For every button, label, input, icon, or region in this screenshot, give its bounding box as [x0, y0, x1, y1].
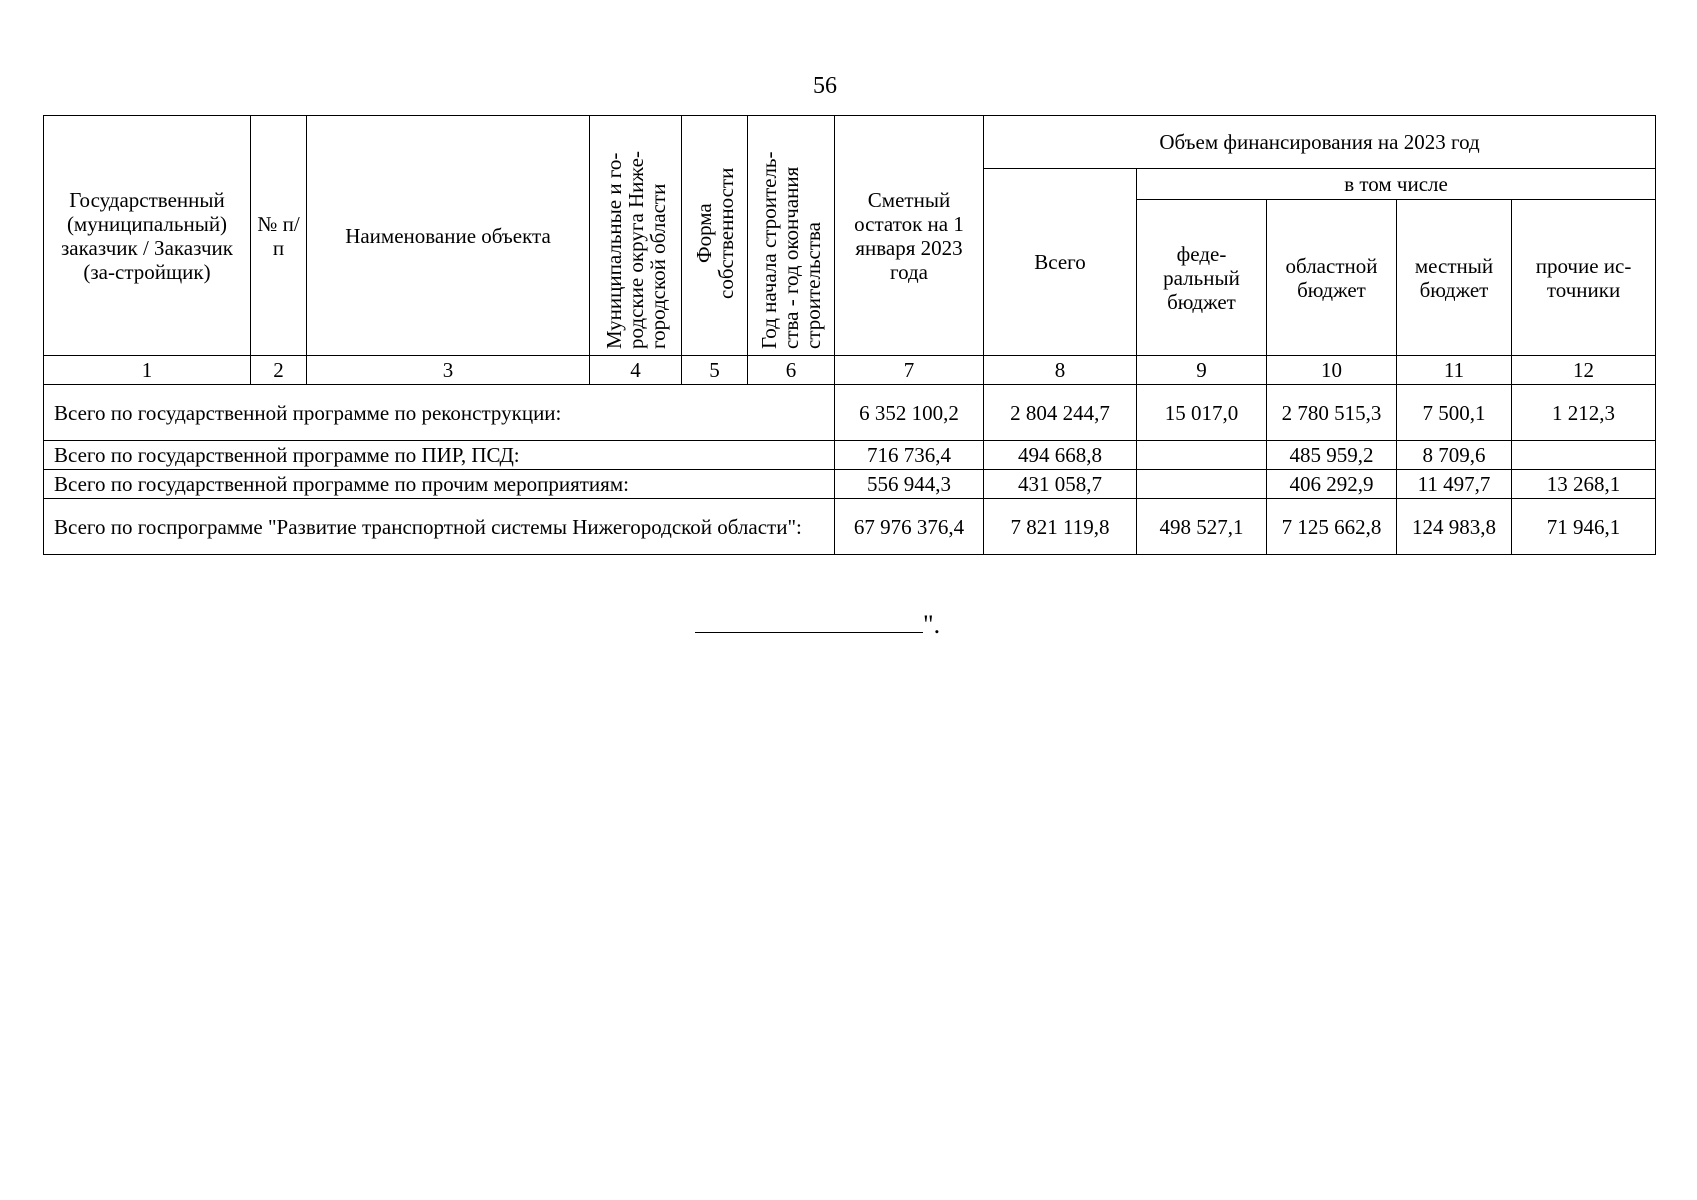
header-years-line2: ства - год окончания	[779, 166, 803, 349]
cell-local: 11 497,7	[1397, 470, 1512, 499]
header-years-line1: Год начала строитель-	[757, 151, 781, 349]
cell-federal: 498 527,1	[1137, 499, 1267, 555]
cell-estimate: 556 944,3	[835, 470, 984, 499]
cell-local: 8 709,6	[1397, 441, 1512, 470]
row-label: Всего по государственной программе по реконструкции:	[44, 385, 835, 441]
header-row-top	[44, 116, 1656, 169]
header-estimate: Сметный остаток на 1 января 2023 года	[835, 116, 984, 356]
column-number: 7	[835, 356, 984, 385]
column-number: 6	[748, 356, 835, 385]
closing-mark	[695, 610, 940, 640]
cell-regional: 485 959,2	[1267, 441, 1397, 470]
header-years	[748, 116, 835, 356]
header-ownership-line1: Форма	[691, 203, 716, 263]
header-years-line3: строительства	[801, 221, 825, 349]
closing-line	[695, 610, 923, 633]
cell-local: 7 500,1	[1397, 385, 1512, 441]
cell-other: 13 268,1	[1512, 470, 1656, 499]
header-municipality-line1: Муниципальные и го-	[601, 152, 626, 349]
table-row	[44, 470, 1656, 499]
closing-quote: ".	[923, 610, 941, 639]
header-local: местный бюджет	[1397, 200, 1512, 356]
cell-other	[1512, 441, 1656, 470]
cell-estimate: 67 976 376,4	[835, 499, 984, 555]
header-ownership	[682, 116, 748, 356]
cell-local: 124 983,8	[1397, 499, 1512, 555]
header-funding-title: Объем финансирования на 2023 год	[984, 116, 1656, 169]
table-row	[44, 385, 1656, 441]
header-number: № п/п	[251, 116, 307, 356]
cell-total: 7 821 119,8	[984, 499, 1137, 555]
header-object-name: Наименование объекта	[307, 116, 590, 356]
cell-total: 2 804 244,7	[984, 385, 1137, 441]
column-number-row	[44, 356, 1656, 385]
cell-other: 1 212,3	[1512, 385, 1656, 441]
table-row	[44, 441, 1656, 470]
column-number: 12	[1512, 356, 1656, 385]
cell-total: 494 668,8	[984, 441, 1137, 470]
column-number: 10	[1267, 356, 1397, 385]
header-municipality	[590, 116, 682, 356]
cell-regional: 406 292,9	[1267, 470, 1397, 499]
header-customer: Государственный (муниципальный) заказчик / Заказчик (за-стройщик)	[44, 116, 251, 356]
cell-regional: 2 780 515,3	[1267, 385, 1397, 441]
table-row	[44, 499, 1656, 555]
header-ownership-line2: собственности	[713, 167, 738, 299]
column-number: 4	[590, 356, 682, 385]
column-number: 8	[984, 356, 1137, 385]
cell-estimate: 716 736,4	[835, 441, 984, 470]
row-label: Всего по государственной программе по прочим мероприятиям:	[44, 470, 835, 499]
header-municipality-line2: родские округа Ниже-	[623, 151, 648, 349]
cell-federal: 15 017,0	[1137, 385, 1267, 441]
column-number: 1	[44, 356, 251, 385]
header-federal: феде-ральный бюджет	[1137, 200, 1267, 356]
header-other: прочие ис-точники	[1512, 200, 1656, 356]
column-number: 11	[1397, 356, 1512, 385]
cell-regional: 7 125 662,8	[1267, 499, 1397, 555]
header-total: Всего	[984, 169, 1137, 356]
column-number: 5	[682, 356, 748, 385]
cell-total: 431 058,7	[984, 470, 1137, 499]
row-label: Всего по госпрограмме "Развитие транспортной системы Нижегородской области":	[44, 499, 835, 555]
column-number: 2	[251, 356, 307, 385]
cell-estimate: 6 352 100,2	[835, 385, 984, 441]
cell-other: 71 946,1	[1512, 499, 1656, 555]
column-number: 9	[1137, 356, 1267, 385]
header-including: в том числе	[1137, 169, 1656, 200]
cell-federal	[1137, 441, 1267, 470]
row-label: Всего по государственной программе по ПИР, ПСД:	[44, 441, 835, 470]
header-regional: областной бюджет	[1267, 200, 1397, 356]
header-municipality-line3: городской области	[645, 183, 670, 349]
page-number: 56	[813, 73, 837, 99]
column-number: 3	[307, 356, 590, 385]
funding-table	[43, 115, 1656, 555]
cell-federal	[1137, 470, 1267, 499]
